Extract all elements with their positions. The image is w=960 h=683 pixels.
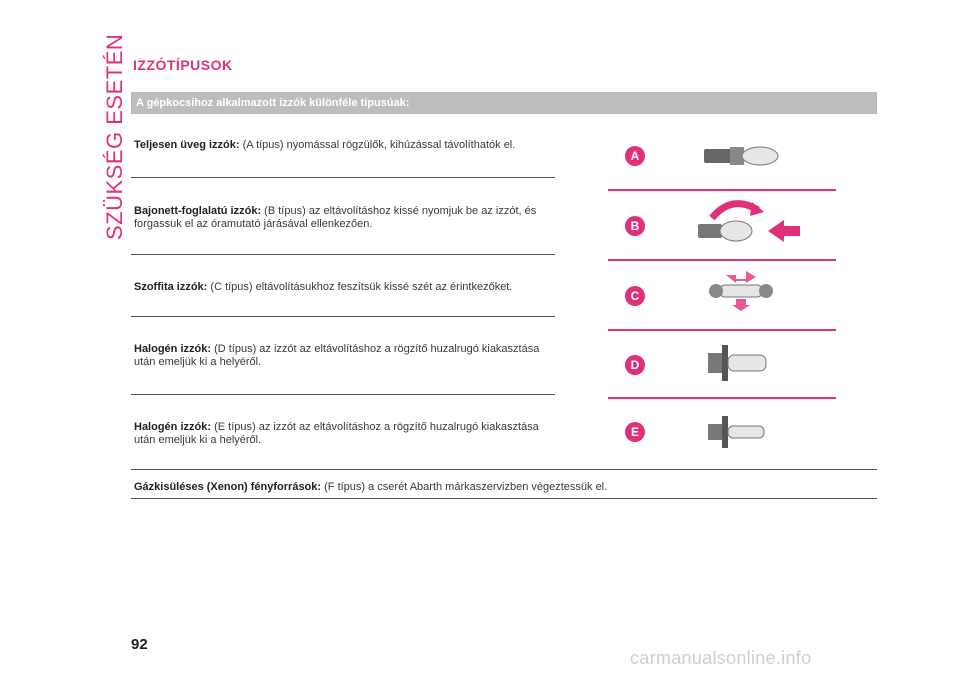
page-title: IZZÓTÍPUSOK — [133, 57, 233, 73]
bulb-b-icon — [692, 196, 804, 246]
item-c: Szoffita izzók: (C típus) eltávolításukhoz feszítsük kissé szét az érintkezőket. — [134, 281, 513, 293]
side-section-title: SZÜKSÉG ESETÉN — [102, 33, 127, 240]
divider — [131, 394, 555, 395]
bulb-d-icon — [702, 339, 774, 387]
watermark: carmanualsonline.info — [630, 648, 812, 668]
badge-b: B — [625, 216, 645, 236]
item-a: Teljesen üveg izzók: (A típus) nyomással rögzülők, kihúzással távolíthatók el. — [134, 139, 516, 151]
item-d: Halogén izzók: (D típus) az izzót az eltávolításhoz a rögzítő huzalrugó kiakasztása után emeljük ki a helyéről. — [134, 343, 540, 368]
divider — [131, 316, 555, 317]
bulb-a-icon — [700, 137, 790, 175]
bulb-c-icon — [706, 271, 776, 311]
divider — [131, 498, 877, 499]
pink-divider — [608, 397, 836, 399]
page-number: 92 — [131, 636, 148, 653]
item-xenon: Gázkisüléses (Xenon) fényforrások: (F típus) a cserét Abarth márkaszervizben végeztessük el. — [134, 481, 608, 493]
bulb-e-icon — [702, 408, 774, 454]
pink-divider — [608, 259, 836, 261]
divider — [131, 177, 555, 178]
badge-a: A — [625, 146, 645, 166]
badge-e: E — [625, 422, 645, 442]
divider — [131, 469, 877, 470]
header-bar: A gépkocsihoz alkalmazott izzók különféle típusúak: — [131, 92, 877, 114]
item-e: Halogén izzók: (E típus) az izzót az eltávolításhoz a rögzítő huzalrugó kiakasztása után emeljük ki a helyéről. — [134, 421, 539, 446]
pink-divider — [608, 189, 836, 191]
pink-divider — [608, 329, 836, 331]
badge-c: C — [625, 286, 645, 306]
badge-d: D — [625, 355, 645, 375]
item-b: Bajonett-foglalatú izzók: (B típus) az eltávolításhoz kissé nyomjuk be az izzót, és forgassuk el az óramutató járásával ellenkezően. — [134, 205, 537, 230]
divider — [131, 254, 555, 255]
